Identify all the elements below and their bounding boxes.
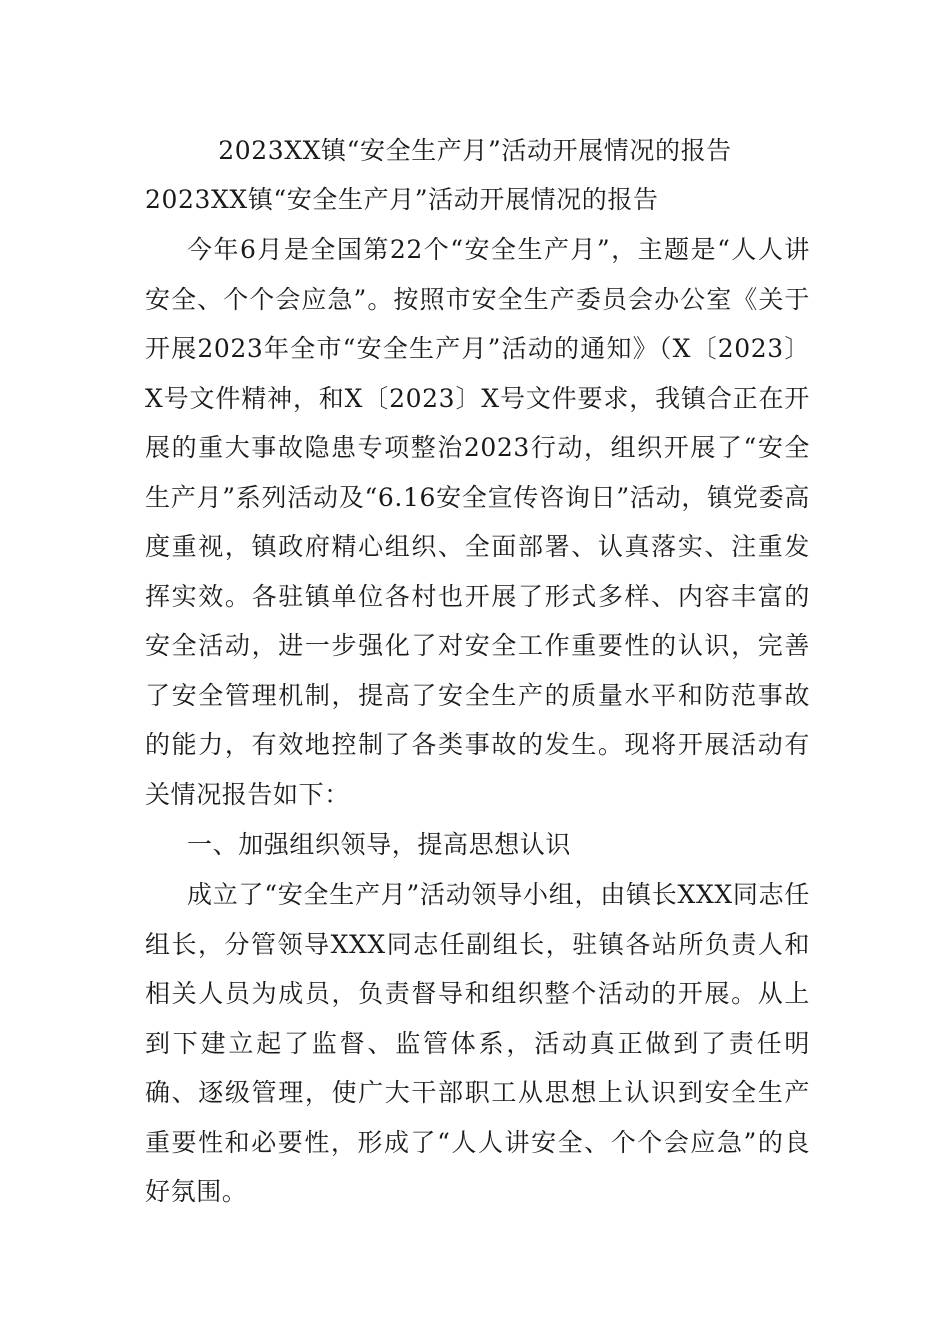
body-paragraph-section-1: 成立了“安全生产月”活动领导小组，由镇长XXX同志任组长，分管领导XXX同志任副组长，驻镇各站所负责人和相关人员为成员，负责督导和组织整个活动的开展。从上到下建立起了监督、监管体系，活动真正做到了责任明确、逐级管理，使广大干部职工从思想上认识到安全生产重要性和必要性，形成了“人人讲安全、个个会应急”的良好氛围。: [145, 880, 810, 1206]
document-subtitle: 2023XX镇“安全生产月”活动开展情况的报告: [145, 185, 659, 214]
body-paragraph-intro: 今年6月是全国第22个“安全生产月”，主题是“人人讲安全、个个会应急”。按照市安全生产委员会办公室《关于开展2023年全市“安全生产月”活动的通知》（X〔2023〕X号文件精神，和X〔2023〕X号文件要求，我镇合正在开展的重大事故隐患专项整治2023行动，组织开展了“安全生产月”系列活动及“6.16安全宣传咨询日”活动，镇党委高度重视，镇政府精心组织、全面部署、认真落实、注重发挥实效。各驻镇单位各村也开展了形式多样、内容丰富的安全活动，进一步强化了对安全工作重要性的认识，完善了安全管理机制，提高了安全生产的质量水平和防范事故的能力，有效地控制了各类事故的发生。现将开展活动有关情况报告如下：: [145, 235, 810, 809]
document-title: 2023XX镇“安全生产月”活动开展情况的报告: [218, 136, 732, 165]
section-heading-1: 一、加强组织领导，提高思想认识: [187, 830, 572, 859]
